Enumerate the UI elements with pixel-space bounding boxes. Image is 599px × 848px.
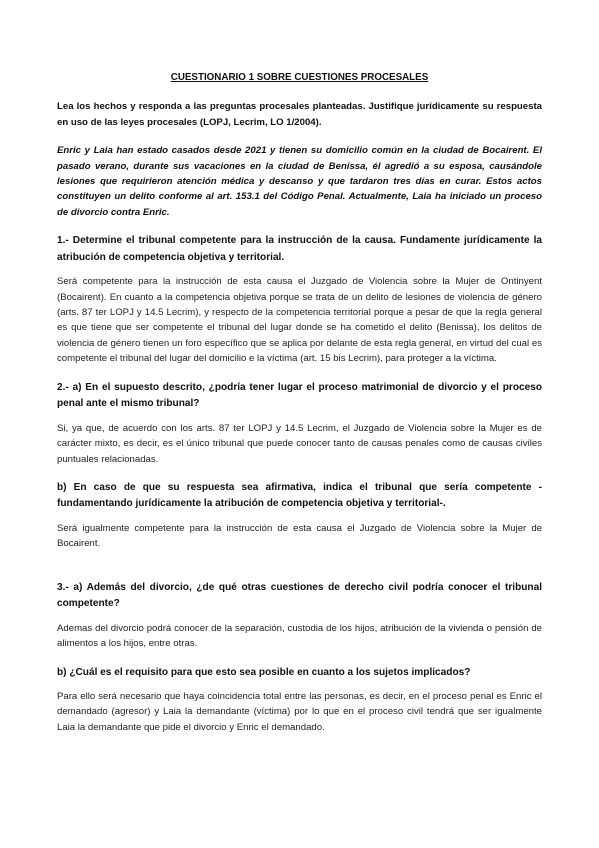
answer-3b: Para ello será necesario que haya coincidencia total entre las personas, es decir, en el proceso penal es Enric el demandado (agresor) y Laia la demandante (víctima) por lo que en el proceso civil tendrá que ser igualmente Laia la demandante que pide el divorcio y Enric el demandado.	[57, 691, 542, 733]
instructions: Lea los hechos y responda a las preguntas procesales planteadas. Justifique jurídicamente su respuesta en uso de las leyes procesales (LOPJ, Lecrim, LO 1/2004).	[57, 101, 542, 128]
answer-2b: Será igualmente competente para la instrucción de esta causa el Juzgado de Violencia sobre la Mujer de Bocairent.	[57, 522, 542, 550]
question-3b: b) ¿Cuál es el requisito para que esto sea posible en cuanto a los sujetos implicados?	[57, 666, 471, 678]
question-2a: 2.- a) En el supuesto descrito, ¿podría tener lugar el proceso matrimonial de divorcio y el proceso penal ante el mismo tribunal?	[57, 381, 542, 410]
question-2b: b) En caso de que su respuesta sea afirmativa, indica el tribunal que sería competente -fundamentando jurídicamente la atribución de competencia objetiva y territorial-.	[57, 481, 542, 510]
answer-1: Será competente para la instrucción de esta causa el Juzgado de Violencia sobre la Mujer de Ontinyent (Bocairent). En cuanto a la competencia objetiva porque se trata de un delito de lesiones de violencia de género (arts. 87 ter LOPJ y 14.5 Lecrim), y respecto de la competencia territorial porque a pesar de que la regla general es que tiene que ser competente el tribunal del lugar donde se ha cometido el delito (Benissa), los delitos de violencia de género tienen un foro específico que se aplica por delante de esta regla general, en virtud del cual es competente el tribunal del lugar del domicilio e la víctima (art. 15 bis Lecrim), para proteger a la víctima.	[57, 276, 542, 365]
answer-2a: Si, ya que, de acuerdo con los arts. 87 ter LOPJ y 14.5 Lecrim, el Juzgado de Violencia sobre la Mujer es de carácter mixto, es decir, es el único tribunal que puede conocer tanto de causas penales como de causas civiles puntuales relacionadas.	[57, 422, 542, 465]
case-facts: Enric y Laia han estado casados desde 2021 y tienen su domicilio común en la ciudad de Bocairent. El pasado verano, durante sus vacaciones en la ciudad de Benissa, él agredió a su esposa, causándole lesiones que requirieron atención médica y descanso y que tardaron tres días en curar. Estos actos constituyen un delito conforme al art. 153.1 del Código Penal. Actualmente, Laia ha iniciado un proceso de divorcio contra Enric.	[57, 145, 542, 218]
question-3a: 3.- a) Además del divorcio, ¿de qué otras cuestiones de derecho civil podría conocer el tribunal competente?	[57, 581, 542, 610]
document-title: CUESTIONARIO 1 SOBRE CUESTIONES PROCESALES	[170, 72, 429, 83]
answer-3a: Ademas del divorcio podrá conocer de la separación, custodia de los hijos, atribución de la vivienda o pensión de alimentos a los hijos, entre otras.	[57, 622, 542, 650]
question-1: 1.- Determine el tribunal competente para la instrucción de la causa. Fundamente jurídicamente la atribución de competencia objetiva y territorial.	[57, 235, 542, 263]
